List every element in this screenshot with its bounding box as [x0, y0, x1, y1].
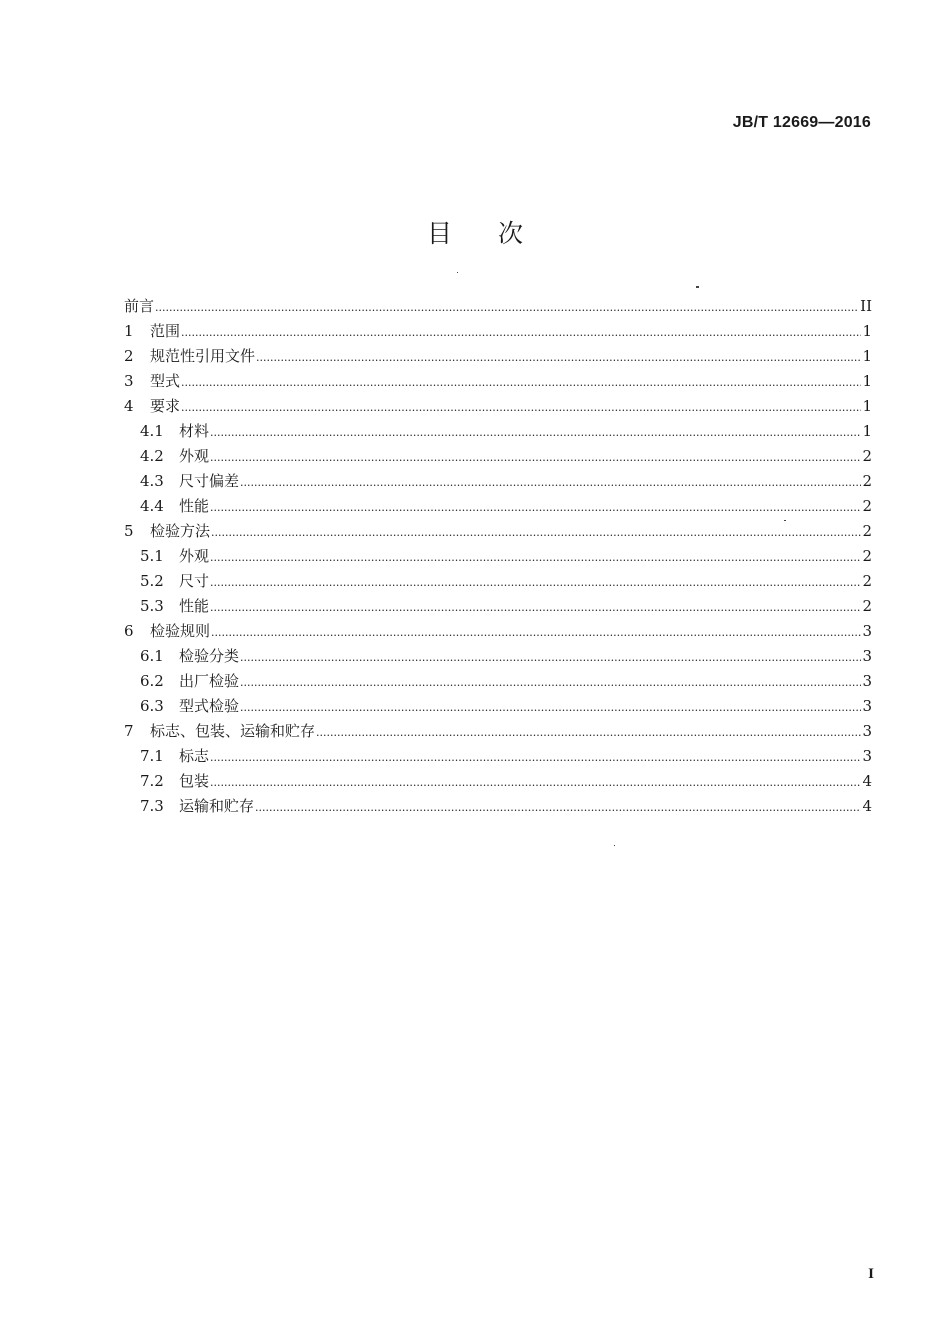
toc-entry[interactable] [124, 394, 872, 419]
toc-entry-number: 5 [124, 522, 134, 540]
toc-entry-number: 5.3 [140, 597, 164, 615]
toc-entry-label: 标志 [179, 747, 210, 765]
toc-entry-label: 性能 [179, 597, 210, 615]
toc-entry-page: 2 [862, 522, 872, 540]
toc-entry-page: 2 [862, 547, 872, 565]
toc-entry-page: 3 [862, 747, 872, 765]
toc-entry-page: 1 [862, 397, 872, 415]
toc-dot-leader [240, 470, 861, 495]
toc-entry-label: 范围 [150, 322, 181, 340]
toc-entry[interactable] [124, 544, 872, 569]
toc-entry[interactable] [124, 294, 872, 319]
toc-dot-leader [240, 695, 861, 720]
toc-entry[interactable] [124, 694, 872, 719]
toc-dot-leader [211, 520, 861, 545]
toc-entry-number: 7.1 [140, 747, 164, 765]
toc-entry-label: 包装 [179, 772, 210, 790]
toc-entry-number: 6.2 [140, 672, 164, 690]
page-title: 目次 [426, 219, 569, 248]
toc-entry-page: 2 [862, 572, 872, 590]
toc-entry-label: 规范性引用文件 [150, 347, 256, 365]
toc-dot-leader [210, 420, 861, 445]
toc-entry-label: 材料 [179, 422, 210, 440]
toc-entry-page: 3 [862, 722, 872, 740]
toc-dot-leader [155, 295, 859, 320]
toc-entry-number: 6.3 [140, 697, 164, 715]
toc-entry-number: 5.2 [140, 572, 164, 590]
toc-entry-page: 3 [862, 622, 872, 640]
toc-dot-leader [240, 670, 861, 695]
toc-entry-label: 性能 [179, 497, 210, 515]
toc-entry-label: 外观 [179, 447, 210, 465]
toc-entry[interactable] [124, 344, 872, 369]
scan-speck [784, 520, 786, 521]
toc-entry-page: 2 [862, 472, 872, 490]
toc-dot-leader [256, 345, 861, 370]
toc-entry-label: 检验方法 [150, 522, 211, 540]
toc-entry-page: 2 [862, 497, 872, 515]
toc-entry[interactable] [124, 569, 872, 594]
toc-entry-number: 5.1 [140, 547, 164, 565]
toc-entry-label: 前言 [124, 297, 155, 315]
table-of-contents [124, 294, 872, 819]
toc-entry-number: 4.1 [140, 422, 164, 440]
toc-entry-number: 6 [124, 622, 134, 640]
toc-dot-leader [240, 645, 861, 670]
toc-entry-number: 4.3 [140, 472, 164, 490]
toc-entry[interactable] [124, 594, 872, 619]
scan-speck [614, 845, 615, 846]
toc-entry-page: 1 [862, 372, 872, 390]
toc-dot-leader [210, 745, 861, 770]
toc-entry-number: 7 [124, 722, 134, 740]
scan-speck [457, 272, 458, 273]
toc-entry[interactable] [124, 369, 872, 394]
toc-dot-leader [181, 370, 861, 395]
toc-entry-number: 2 [124, 347, 134, 365]
toc-entry[interactable] [124, 794, 872, 819]
toc-dot-leader [255, 795, 861, 820]
toc-entry-label: 运输和贮存 [179, 797, 255, 815]
toc-entry[interactable] [124, 444, 872, 469]
toc-entry-number: 1 [124, 322, 134, 340]
toc-entry[interactable] [124, 469, 872, 494]
toc-entry-label: 型式 [150, 372, 181, 390]
toc-entry-number: 7.3 [140, 797, 164, 815]
document-code: JB/T 12669—2016 [732, 114, 871, 131]
toc-entry-page: 3 [862, 697, 872, 715]
toc-entry-label: 出厂检验 [179, 672, 240, 690]
toc-entry[interactable] [124, 744, 872, 769]
toc-entry-number: 6.1 [140, 647, 164, 665]
toc-entry-page: 3 [862, 672, 872, 690]
toc-entry[interactable] [124, 719, 872, 744]
page-number: I [868, 1266, 874, 1282]
toc-dot-leader [210, 570, 861, 595]
toc-dot-leader [210, 595, 861, 620]
toc-entry-label: 尺寸 [179, 572, 210, 590]
toc-entry[interactable] [124, 644, 872, 669]
toc-entry-page: 2 [862, 447, 872, 465]
toc-entry-page: 1 [862, 422, 872, 440]
toc-dot-leader [210, 495, 861, 520]
toc-entry-number: 4.2 [140, 447, 164, 465]
toc-entry-label: 尺寸偏差 [179, 472, 240, 490]
toc-dot-leader [211, 620, 861, 645]
toc-entry-page: II [860, 297, 872, 315]
toc-entry-number: 3 [124, 372, 134, 390]
toc-entry-page: 3 [862, 647, 872, 665]
toc-entry-label: 型式检验 [179, 697, 240, 715]
toc-entry-label: 标志、包装、运输和贮存 [150, 722, 316, 740]
toc-entry[interactable] [124, 769, 872, 794]
toc-entry-page: 2 [862, 597, 872, 615]
toc-entry[interactable] [124, 419, 872, 444]
toc-dot-leader [316, 720, 861, 745]
toc-dot-leader [210, 445, 861, 470]
toc-dot-leader [210, 770, 861, 795]
toc-dot-leader [181, 395, 861, 420]
toc-dot-leader [181, 320, 861, 345]
toc-entry-label: 外观 [179, 547, 210, 565]
toc-entry-page: 4 [862, 772, 872, 790]
toc-entry-page: 1 [862, 347, 872, 365]
toc-entry-number: 7.2 [140, 772, 164, 790]
toc-dot-leader [210, 545, 861, 570]
toc-entry-page: 1 [862, 322, 872, 340]
toc-entry[interactable] [124, 669, 872, 694]
toc-entry-label: 检验规则 [150, 622, 211, 640]
toc-entry[interactable] [124, 619, 872, 644]
toc-entry[interactable] [124, 319, 872, 344]
toc-entry[interactable] [124, 519, 872, 544]
toc-entry-number: 4 [124, 397, 134, 415]
toc-entry[interactable] [124, 494, 872, 519]
toc-entry-page: 4 [862, 797, 872, 815]
toc-entry-label: 检验分类 [179, 647, 240, 665]
toc-entry-number: 4.4 [140, 497, 164, 515]
toc-entry-label: 要求 [150, 397, 181, 415]
scan-speck [696, 286, 699, 288]
